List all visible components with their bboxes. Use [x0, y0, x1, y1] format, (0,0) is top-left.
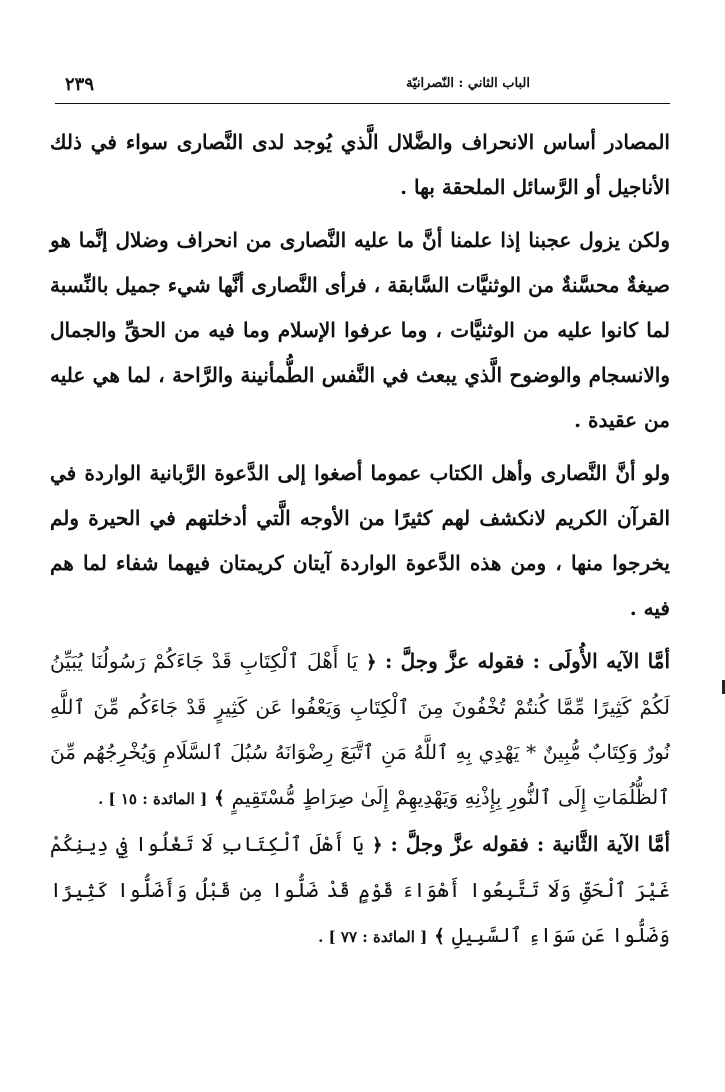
paragraph-3: ولو أنَّ النَّصارى وأهل الكتاب عموما أصغوا إلى الدَّعوة الرَّبانية الواردة في القرآن الكريم لانكشف لهم كثيرًا من الأوجه الَّتي أدخلتهم في الحيرة ولم يخرجوا منها ، ومن هذه الدَّعوة الواردة آيتان كريمتان فيهما شفاء لما هم فيه . — [50, 461, 670, 620]
verse-1-text: يَا أَهْلَ ٱلْكِتَابِ قَدْ جَاءَكُمْ رَسُولُنَا يُبَيِّنُ لَكُمْ كَثِيرًا مِّمَّا كُنتُمْ تُخْفُونَ مِنَ ٱلْكِتَابِ وَيَعْفُوا عَن كَثِيرٍ قَدْ جَاءَكُم مِّنَ ٱللَّهِ نُورٌ وَكِتَابٌ مُّبِينٌ * يَهْدِي بِهِ ٱللَّهُ مَنِ ٱتَّبَعَ رِضْوَانَهُ سُبُلَ ٱلسَّلَامِ وَيُخْرِجُهُم مِّنَ ٱلظُّلُمَاتِ إِلَى ٱلنُّورِ بِإِذْنِهِ وَيَهْدِيهِمْ إِلَىٰ صِرَاطٍ مُّسْتَقِيمٍ — [50, 649, 670, 809]
body-text — [50, 120, 670, 960]
verse-1-intro: أمَّا الآيه الأُولَى : فقوله عزَّ وجلَّ : — [384, 649, 671, 673]
verse-1-open-bracket: ﴿ — [366, 652, 377, 673]
verse-2-intro: أمَّا الآية الثَّانية : فقوله عزَّ وجلَّ : — [390, 832, 671, 856]
header-rule — [55, 103, 670, 104]
page-header — [55, 74, 670, 100]
page-number: ٢٣٩ — [65, 74, 95, 95]
verse-2-paragraph — [50, 822, 670, 960]
verse-1-paragraph — [50, 639, 670, 822]
verse-1-close-bracket: ﴾ — [214, 788, 225, 809]
running-title: الباب الثاني : النّصرانيّة — [405, 76, 530, 91]
verse-1-citation: [ المائدة : ١٥ ] . — [98, 790, 208, 808]
verse-2-text: يَا أَهْلَ ٱلْكِتَابِ لَا تَغْلُوا فِي دِينِكُمْ غَيْرَ ٱلْحَقِّ وَلَا تَتَّبِعُوا أَهْوَاءَ قَوْمٍ قَدْ ضَلُّوا مِن قَبْلُ وَأَضَلُّوا كَثِيرًا وَضَلُّوا عَن سَوَاءِ ٱلسَّبِيلِ — [50, 832, 670, 947]
verse-2-close-bracket: ﴾ — [434, 926, 445, 947]
verse-2-citation: [ المائدة : ٧٧ ] . — [318, 928, 428, 946]
paragraph-2: ولكن يزول عجبنا إذا علمنا أنَّ ما عليه النَّصارى من انحراف وضلال إنَّما هو صيغةٌ محسَّنةٌ من الوثنيَّات السَّابقة ، فرأى النَّصارى أنَّها شيء جميل بالنِّسبة لما كانوا عليه من الوثنيَّات ، وما عرفوا الإسلام وما فيه من الحقِّ والجمال والانسجام والوضوح الَّذي يبعث في النَّفس الطُّمأنينة والرَّاحة ، لما هي عليه من عقيدة . — [50, 228, 670, 432]
paragraph-1: المصادر أساس الانحراف والضَّلال الَّذي يُوجد لدى النَّصارى سواء في ذلك الأناجيل أو الرَّسائل الملحقة بها . — [50, 130, 670, 199]
verse-2-open-bracket: ﴿ — [371, 835, 383, 856]
